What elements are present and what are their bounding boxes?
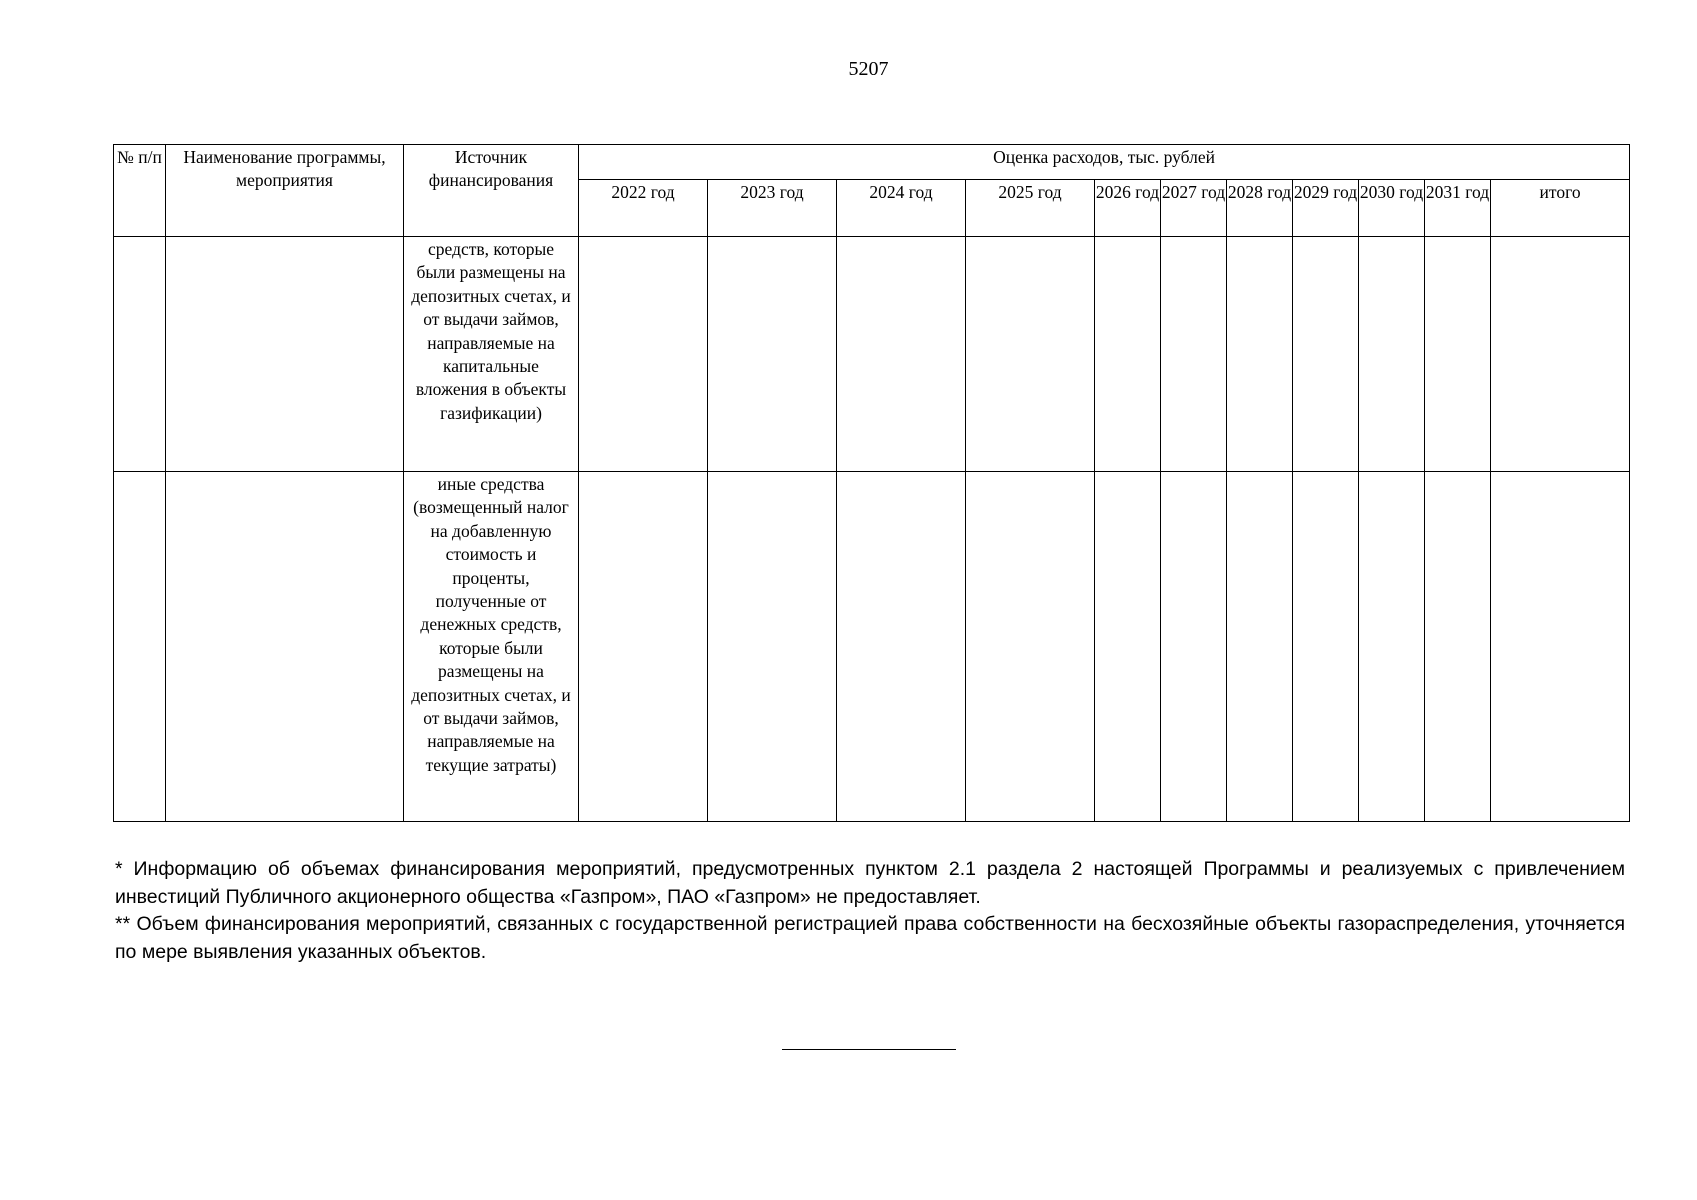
- header-year: 2023 год: [708, 180, 837, 237]
- cell-value: [966, 472, 1095, 822]
- cell-value: [1293, 472, 1359, 822]
- cell-name: [166, 472, 404, 822]
- header-costs: Оценка расходов, тыс. рублей: [579, 145, 1630, 180]
- cell-source: иные средства (возмещенный налог на добавленную стоимость и проценты, полученные от денежных средств, которые были размещены на депозитных счетах, и от выдачи займов, направляемые на текущие затраты): [404, 472, 579, 822]
- footnotes: [115, 856, 1625, 966]
- financing-table: [113, 144, 1630, 822]
- cell-value: [708, 237, 837, 472]
- cell-name: [166, 237, 404, 472]
- cell-value: [579, 237, 708, 472]
- header-year: 2022 год: [579, 180, 708, 237]
- footnote: * Информацию об объемах финансирования мероприятий, предусмотренных пунктом 2.1 раздела 2 настоящей Программы и реализуемых с привлечением инвестиций Публичного акционерного общества «Газпром», ПАО «Газпром» не предоставляет.: [115, 858, 1625, 908]
- table-row: [114, 237, 1630, 472]
- cell-value: [1095, 237, 1161, 472]
- header-year: 2026 год: [1095, 180, 1161, 237]
- cell-value: [1161, 237, 1227, 472]
- cell-total: [1491, 472, 1630, 822]
- footnote: ** Объем финансирования мероприятий, связанных с государственной регистрацией права собственности на бесхозяйные объекты газораспределения, уточняется по мере выявления указанных объектов.: [115, 913, 1625, 963]
- header-year: 2024 год: [837, 180, 966, 237]
- header-year: 2031 год: [1425, 180, 1491, 237]
- header-num: № п/п: [114, 145, 166, 237]
- header-year: 2027 год: [1161, 180, 1227, 237]
- cell-value: [837, 237, 966, 472]
- header-year: 2025 год: [966, 180, 1095, 237]
- header-year: 2028 год: [1227, 180, 1293, 237]
- cell-value: [579, 472, 708, 822]
- cell-num: [114, 237, 166, 472]
- cell-value: [1095, 472, 1161, 822]
- page-number: 5207: [848, 58, 889, 80]
- cell-value: [1425, 237, 1491, 472]
- cell-value: [1359, 237, 1425, 472]
- header-total: итого: [1491, 180, 1630, 237]
- table-row: [114, 472, 1630, 822]
- cell-value: [1359, 472, 1425, 822]
- cell-value: [1161, 472, 1227, 822]
- header-source: Источник финансирования: [404, 145, 579, 237]
- closing-rule: [782, 1049, 956, 1050]
- cell-value: [1227, 237, 1293, 472]
- cell-value: [837, 472, 966, 822]
- cell-value: [1425, 472, 1491, 822]
- header-year: 2029 год: [1293, 180, 1359, 237]
- cell-source: средств, которые были размещены на депозитных счетах, и от выдачи займов, направляемые на капитальные вложения в объекты газификации): [404, 237, 579, 472]
- cell-num: [114, 472, 166, 822]
- cell-value: [1227, 472, 1293, 822]
- cell-total: [1491, 237, 1630, 472]
- cell-value: [708, 472, 837, 822]
- header-year: 2030 год: [1359, 180, 1425, 237]
- cell-value: [966, 237, 1095, 472]
- header-name: Наименование программы, мероприятия: [166, 145, 404, 237]
- cell-value: [1293, 237, 1359, 472]
